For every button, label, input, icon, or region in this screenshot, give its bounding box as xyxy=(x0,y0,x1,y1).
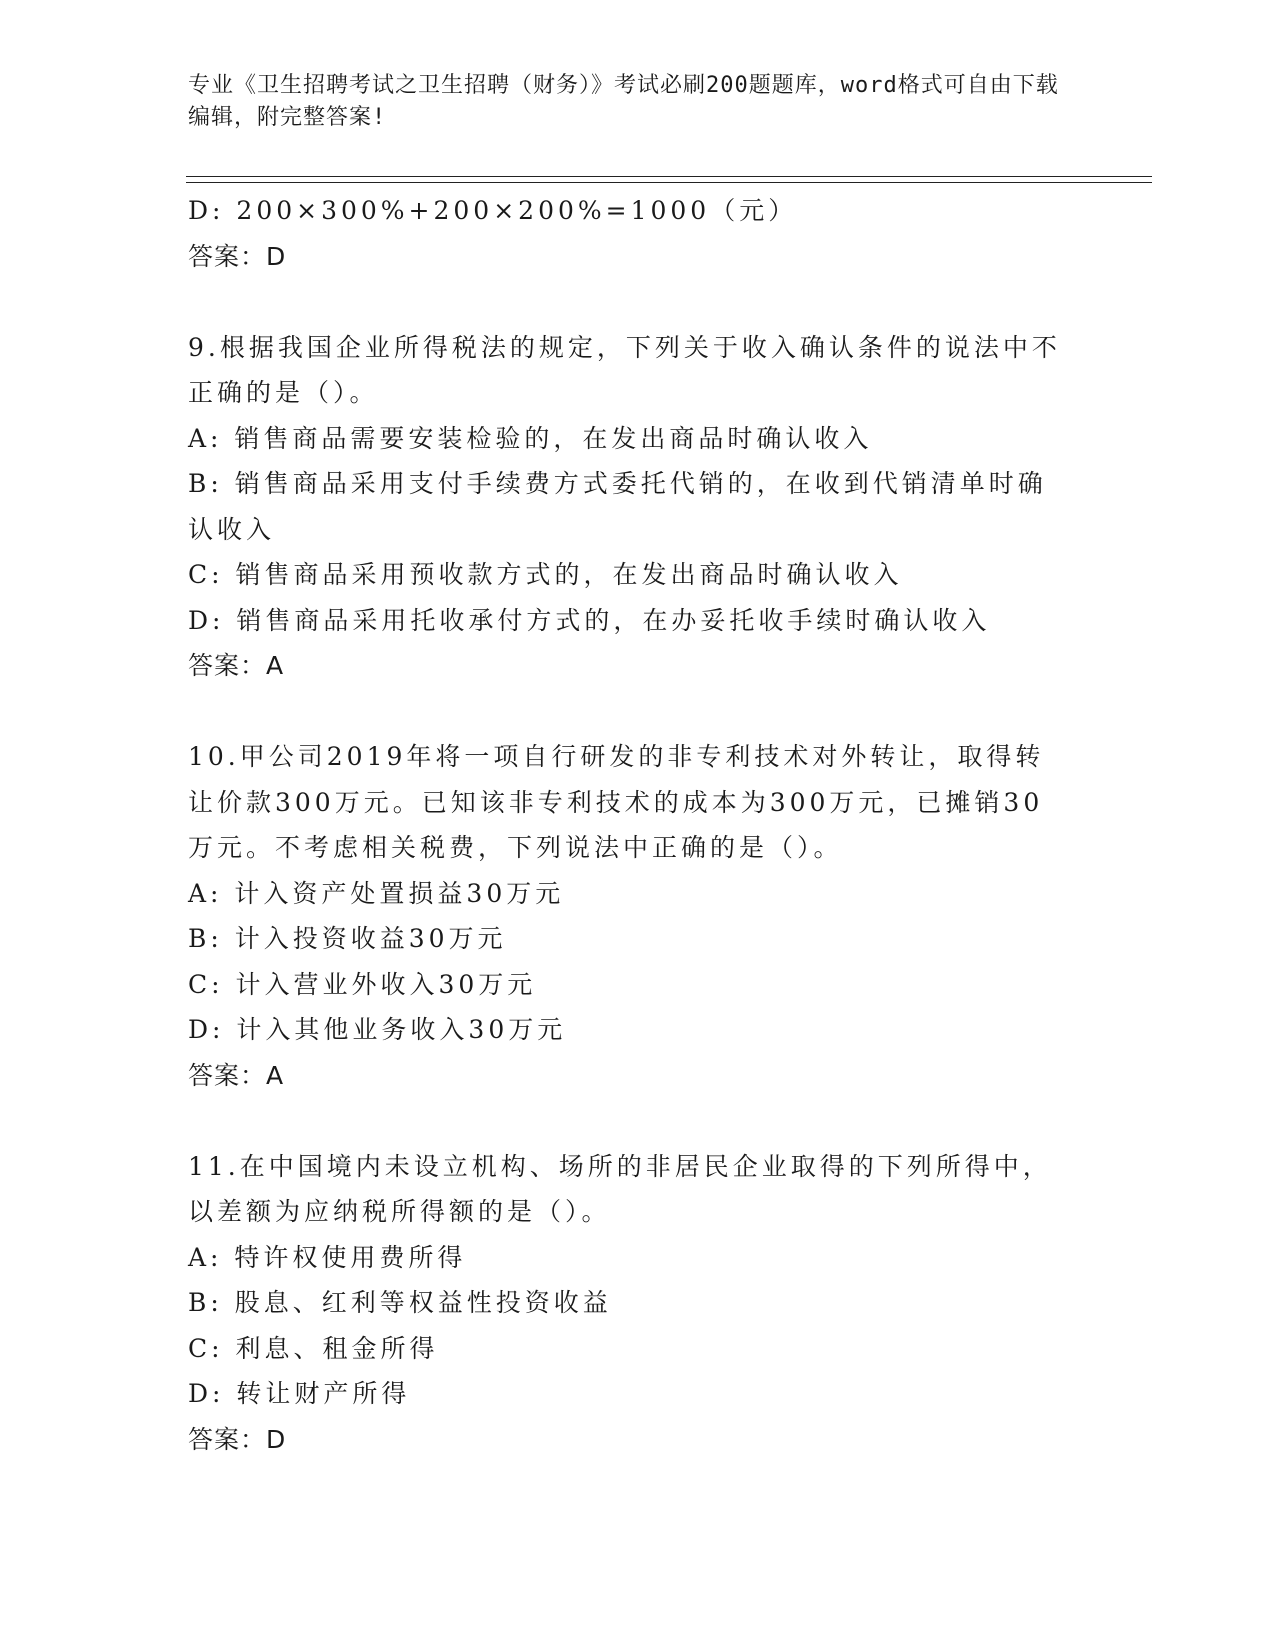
option-d: D: 计入其他业务收入30万元 xyxy=(188,1015,567,1044)
option-a: A: 销售商品需要安装检验的，在发出商品时确认收入 xyxy=(188,423,873,453)
question-answer: 答案：A xyxy=(188,1060,285,1090)
header-divider-top xyxy=(186,176,1152,177)
option-c: C: 利息、租金所得 xyxy=(188,1333,439,1363)
spacer xyxy=(188,689,1068,735)
question-stem: 10.甲公司2019年将一项自行研发的非专利技术对外转让，取得转让价款300万元。已知该非专利技术的成本为300万元，已摊销30万元。不考虑相关税费，下列说法中正确的是（）。 xyxy=(188,742,1045,862)
option-c: C: 计入营业外收入30万元 xyxy=(188,969,537,999)
header-divider-bottom xyxy=(186,182,1152,183)
spacer xyxy=(188,1098,1068,1144)
option-b: B: 计入投资收益30万元 xyxy=(188,924,507,953)
option-b: B: 股息、红利等权益性投资收益 xyxy=(188,1288,612,1317)
question-stem: 11.在中国境内未设立机构、场所的非居民企业取得的下列所得中，以差额为应纳税所得额的是（）。 xyxy=(188,1151,1052,1226)
option-c: C: 销售商品采用预收款方式的，在发出商品时确认收入 xyxy=(188,560,903,589)
carryover-answer: 答案：D xyxy=(188,241,287,271)
question-11 xyxy=(188,1144,1068,1463)
question-stem: 9.根据我国企业所得税法的规定，下列关于收入确认条件的说法中不正确的是（）。 xyxy=(188,332,1061,407)
question-answer: 答案：A xyxy=(188,651,285,680)
question-answer: 答案：D xyxy=(188,1424,287,1454)
spacer xyxy=(188,279,1068,325)
document-header-title: 专业《卫生招聘考试之卫生招聘（财务）》考试必刷200题题库，word格式可自由下载编辑，附完整答案! xyxy=(188,73,1059,130)
option-b: B: 销售商品采用支付手续费方式委托代销的，在收到代销清单时确认收入 xyxy=(188,469,1047,544)
question-10 xyxy=(188,734,1068,1098)
option-a: A: 特许权使用费所得 xyxy=(188,1242,467,1272)
question-content xyxy=(188,188,1068,1462)
carryover-option-d: D: 200×300%+200×200%=1000（元） xyxy=(188,196,798,225)
option-a: A: 计入资产处置损益30万元 xyxy=(188,878,565,908)
option-d: D: 转让财产所得 xyxy=(188,1379,411,1408)
option-d: D: 销售商品采用托收承付方式的，在办妥托收手续时确认收入 xyxy=(188,605,991,635)
question-9 xyxy=(188,325,1068,689)
